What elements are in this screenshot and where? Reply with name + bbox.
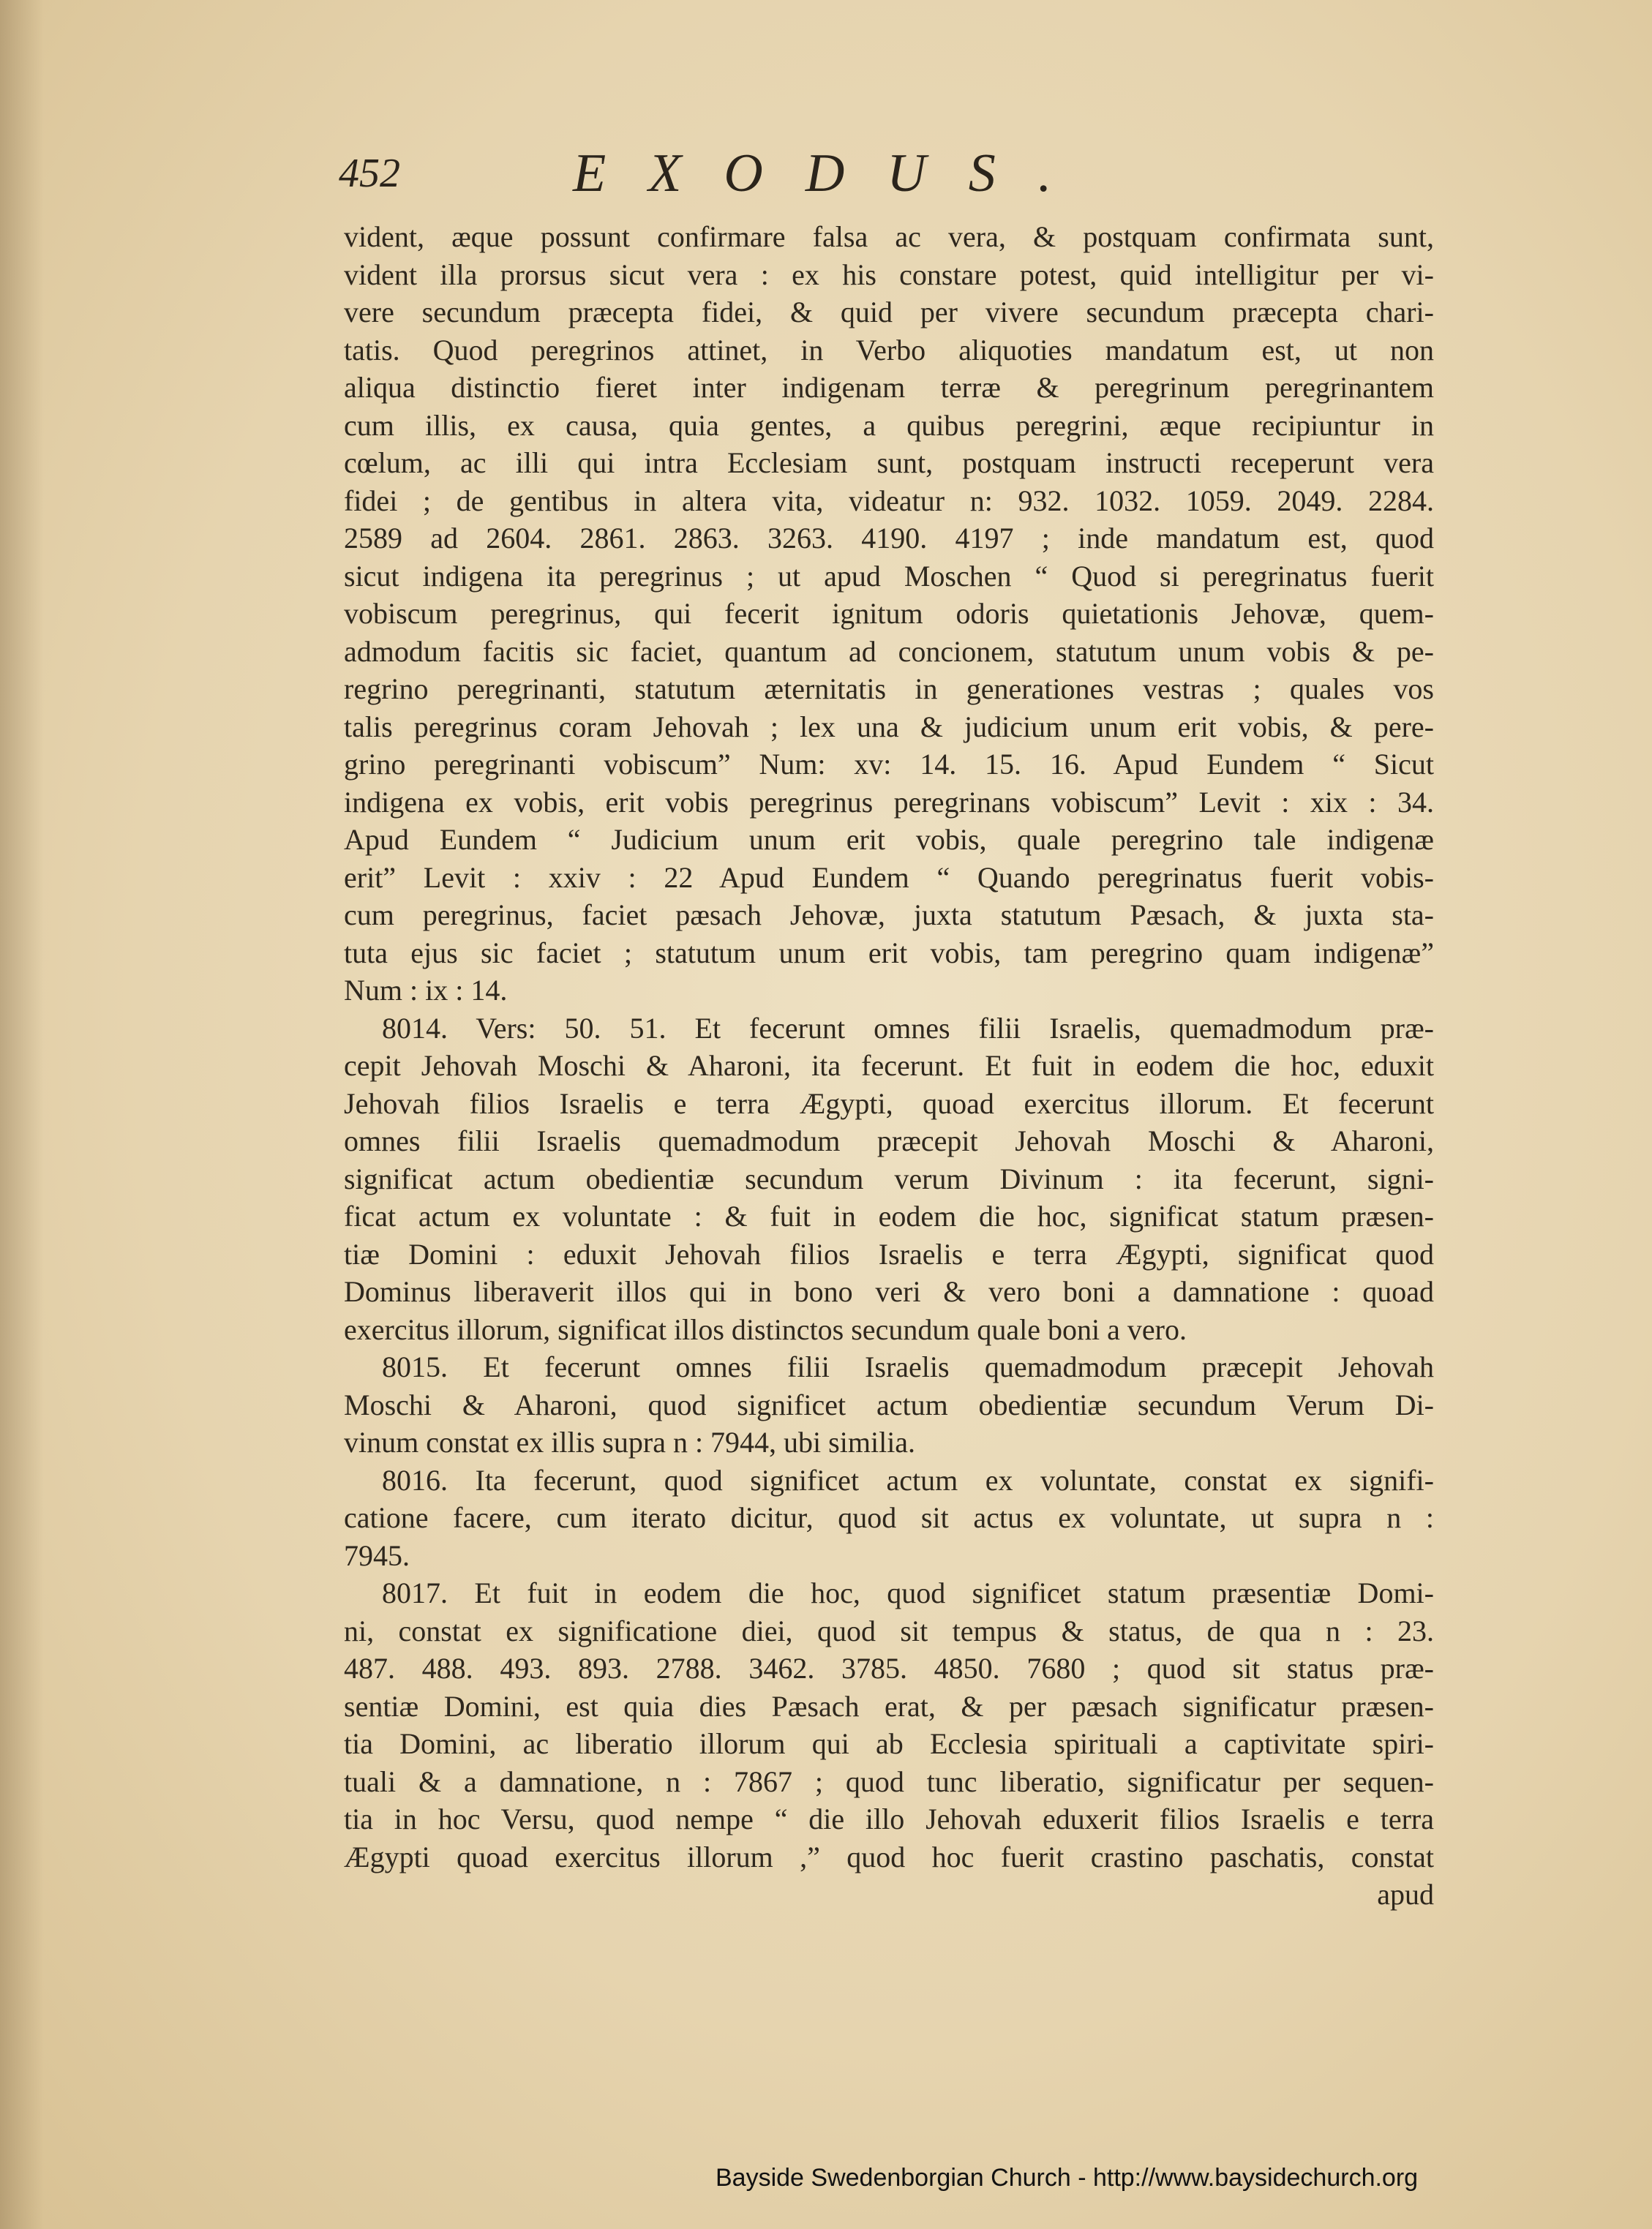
text-line: sentiæ Domini, est quia dies Pæsach erat, & per pæsach significatur præsen- [344, 1689, 1434, 1723]
text-line: tia Domini, ac liberatio illorum qui ab Ecclesia spirituali a captivitate spiri- [344, 1727, 1434, 1760]
text-line: cum peregrinus, faciet pæsach Jehovæ, juxta statutum Pæsach, & juxta sta- [344, 898, 1434, 931]
text-line: cum illis, ex causa, quia gentes, a quibus peregrini, æque recipiuntur in [344, 408, 1434, 442]
page-number: 452 [339, 151, 400, 196]
text-line: 8015. Et fecerunt omnes filii Israelis quemadmodum præcepit Jehovah [382, 1350, 1434, 1383]
running-header [339, 143, 1253, 208]
text-line: talis peregrinus coram Jehovah ; lex una & judicium unum erit vobis, & pere- [344, 710, 1434, 743]
text-line: admodum facitis sic faciet, quantum ad concionem, statutum unum vobis & pe- [344, 634, 1434, 668]
text-line: Dominus liberaverit illos qui in bono veri & vero boni a damnatione : quoad [344, 1275, 1434, 1308]
page-edge-shadow [0, 0, 44, 2229]
text-line: vident illa prorsus sicut vera : ex his constare potest, quid intelligitur per vi- [344, 258, 1434, 291]
text-line: 2589 ad 2604. 2861. 2863. 3263. 4190. 4197 ; inde mandatum est, quod [344, 522, 1434, 555]
catchword: apud [1377, 1878, 1434, 1911]
text-line: Jehovah filios Israelis e terra Ægypti, quoad exercitus illorum. Et fecerunt [344, 1086, 1434, 1120]
text-line: 8017. Et fuit in eodem die hoc, quod significet statum præsentiæ Domi- [382, 1576, 1434, 1609]
text-line: vere secundum præcepta fidei, & quid per vivere secundum præcepta chari- [344, 296, 1434, 328]
text-line: aliqua distinctio fieret inter indigenam terræ & peregrinum peregrinantem [344, 371, 1434, 404]
text-line: tuta ejus sic faciet ; statutum unum erit vobis, tam peregrino quam indigenæ” [344, 936, 1434, 969]
text-line: Num : ix : 14. [344, 974, 508, 1007]
text-line: sicut indigena ita peregrinus ; ut apud Moschen “ Quod si peregrinatus fuerit [344, 559, 1434, 593]
text-line: ficat actum ex voluntate : & fuit in eodem die hoc, significat statum præsen- [344, 1200, 1434, 1233]
text-line: grino peregrinanti vobiscum” Num: xv: 14. 15. 16. Apud Eundem “ Sicut [344, 748, 1434, 781]
text-line: 8016. Ita fecerunt, quod significet actum ex voluntate, constat ex signifi- [382, 1463, 1434, 1497]
running-title: EXODUS. [573, 143, 1095, 203]
text-line: indigena ex vobis, erit vobis peregrinus peregrinans vobiscum” Levit : xix : 34. [344, 785, 1434, 819]
text-line: vinum constat ex illis supra n : 7944, ubi similia. [344, 1426, 916, 1459]
text-line: vident, æque possunt confirmare falsa ac vera, & postquam confirmata sunt, [344, 220, 1434, 253]
text-line: Apud Eundem “ Judicium unum erit vobis, quale peregrino tale indigenæ [344, 823, 1434, 856]
text-line: regrino peregrinanti, statutum æternitatis in generationes vestras ; quales vos [344, 672, 1434, 705]
text-line: 7945. [344, 1538, 410, 1572]
text-line: tatis. Quod peregrinos attinet, in Verbo aliquoties mandatum est, ut non [344, 333, 1434, 367]
text-line: catione facere, cum iterato dicitur, quod sit actus ex voluntate, ut supra n : [344, 1501, 1434, 1534]
text-line: Ægypti quoad exercitus illorum ,” quod hoc fuerit crastino paschatis, constat [344, 1840, 1434, 1873]
text-line: 8014. Vers: 50. 51. Et fecerunt omnes filii Israelis, quemadmodum præ- [382, 1011, 1434, 1045]
text-line: tuali & a damnatione, n : 7867 ; quod tunc liberatio, significatur per sequen- [344, 1764, 1434, 1798]
text-line: tia in hoc Versu, quod nempe “ die illo Jehovah eduxerit filios Israelis e terra [344, 1803, 1434, 1835]
text-line: 487. 488. 493. 893. 2788. 3462. 3785. 4850. 7680 ; quod sit status præ- [344, 1652, 1434, 1685]
text-line: omnes filii Israelis quemadmodum præcepit Jehovah Moschi & Aharoni, [344, 1124, 1434, 1157]
text-line: vobiscum peregrinus, qui fecerit ignitum odoris quietationis Jehovæ, quem- [344, 597, 1434, 630]
text-line: exercitus illorum, significat illos distinctos secundum quale boni a vero. [344, 1312, 1187, 1346]
text-line: Moschi & Aharoni, quod significet actum obedientiæ secundum Verum Di- [344, 1388, 1434, 1421]
text-line: erit” Levit : xxiv : 22 Apud Eundem “ Quando peregrinatus fuerit vobis- [344, 860, 1434, 894]
text-line: fidei ; de gentibus in altera vita, videatur n: 932. 1032. 1059. 2049. 2284. [344, 484, 1434, 517]
body-text [344, 218, 1434, 1914]
text-line: tiæ Domini : eduxit Jehovah filios Israelis e terra Ægypti, significat quod [344, 1237, 1434, 1271]
text-line: cœlum, ac illi qui intra Ecclesiam sunt, postquam instructi receperunt vera [344, 446, 1434, 479]
text-line: ni, constat ex significatione diei, quod sit tempus & status, de qua n : 23. [344, 1614, 1434, 1647]
text-line: significat actum obedientiæ secundum verum Divinum : ita fecerunt, signi- [344, 1162, 1434, 1195]
watermark-credit: Bayside Swedenborgian Church - http://www.baysidechurch.org [716, 2164, 1419, 2192]
text-line: cepit Jehovah Moschi & Aharoni, ita fecerunt. Et fuit in eodem die hoc, eduxit [344, 1049, 1434, 1082]
